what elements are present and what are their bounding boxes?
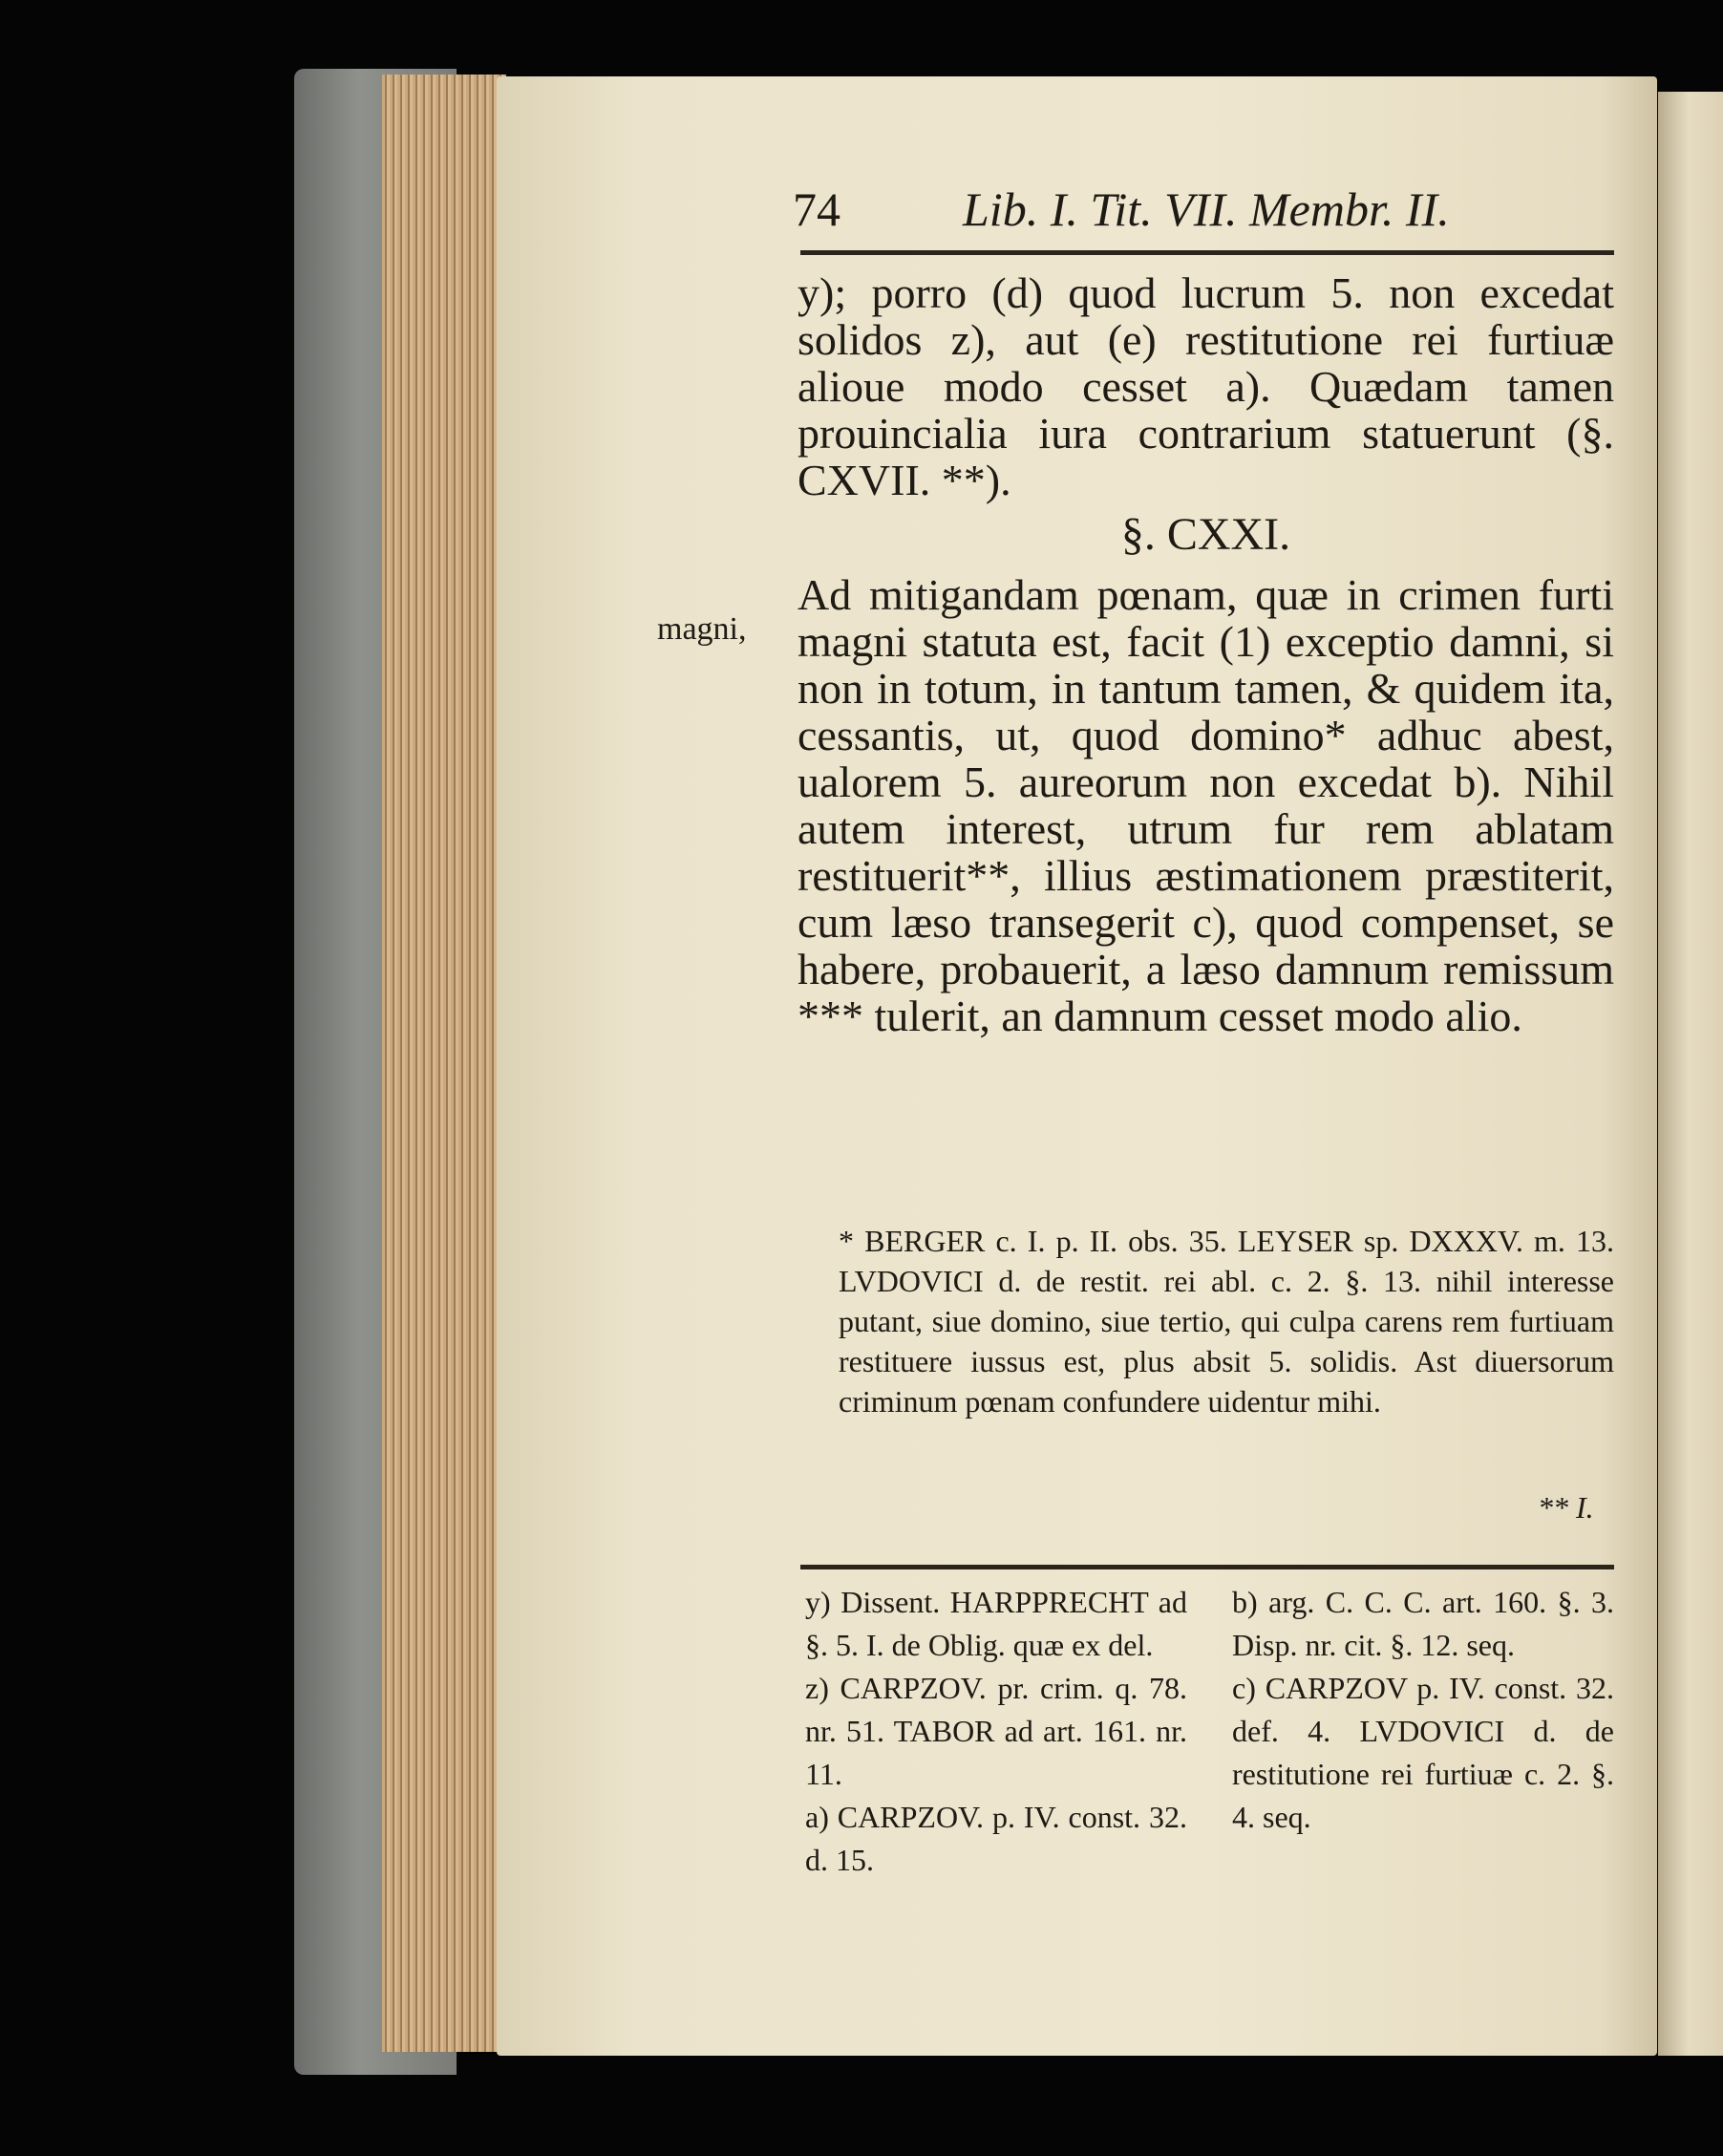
main-text: [798, 269, 1614, 1039]
facing-page-edge: [1658, 92, 1723, 2056]
header-rule: [800, 250, 1614, 255]
section-heading: §. CXXI.: [1120, 509, 1291, 560]
page-header: [793, 181, 1614, 239]
footnote-b: b) arg. C. C. C. art. 160. §. 3. Disp. nr. cit. §. 12. seq.: [1232, 1585, 1614, 1662]
page-edges: [382, 75, 506, 2052]
running-head: Lib. I. Tit. VII. Membr. II.: [963, 182, 1450, 236]
footnote-c: c) CARPZOV p. IV. const. 32. def. 4. LVDOVICI d. de restitutione rei furtiuæ c. 2. §. 4. seq.: [1232, 1671, 1614, 1834]
footnote-z: z) CARPZOV. pr. crim. q. 78. nr. 51. TABOR ad art. 161. nr. 11.: [805, 1671, 1187, 1791]
footnote-rule: [800, 1565, 1614, 1569]
footnotes-left-column: [805, 1581, 1187, 1882]
footnote-a: a) CARPZOV. p. IV. const. 32. d. 15.: [805, 1800, 1187, 1877]
paragraph-1: y); porro (d) quod lucrum 5. non excedat solidos z), aut (e) restitutione rei furtiuæ alioue modo cesset a). Quædam tamen prouincialia iura contrarium statuerunt (§. CXVII. **).: [798, 268, 1614, 504]
catchword: ** I.: [1538, 1490, 1594, 1525]
page-number: 74: [793, 182, 840, 236]
footnote-star: [839, 1221, 1614, 1421]
paragraph-2: Ad mitigandam pœnam, quæ in crimen furti magni statuta est, facit (1) exceptio damni, si non in totum, in tantum tamen, & quidem ita, cessantis, ut, quod domino* adhuc abest, ualorem 5. aureorum non excedat b). Nihil autem interest, utrum fur rem ablatam restituerit**, illius æstimationem præstiterit, cum læso transegerit c), quod compenset, se habere, probauerit, a læso damnum remissum *** tulerit, an damnum cesset modo alio.: [798, 570, 1614, 1040]
footnotes-right-column: [1232, 1581, 1614, 1839]
footnote-star-text: * BERGER c. I. p. II. obs. 35. LEYSER sp. DXXXV. m. 13. LVDOVICI d. de restit. rei abl. c. 2. §. 13. nihil interesse putant, siue domino, siue tertio, qui culpa carens rem furtiuam restituere iussus est, plus absit 5. solidis. Ast diuersorum criminum pœnam confundere uidentur mihi.: [839, 1224, 1614, 1419]
footnote-y: y) Dissent. HARPPRECHT ad §. 5. I. de Oblig. quæ ex del.: [805, 1585, 1187, 1662]
margin-note: magni,: [657, 611, 747, 647]
